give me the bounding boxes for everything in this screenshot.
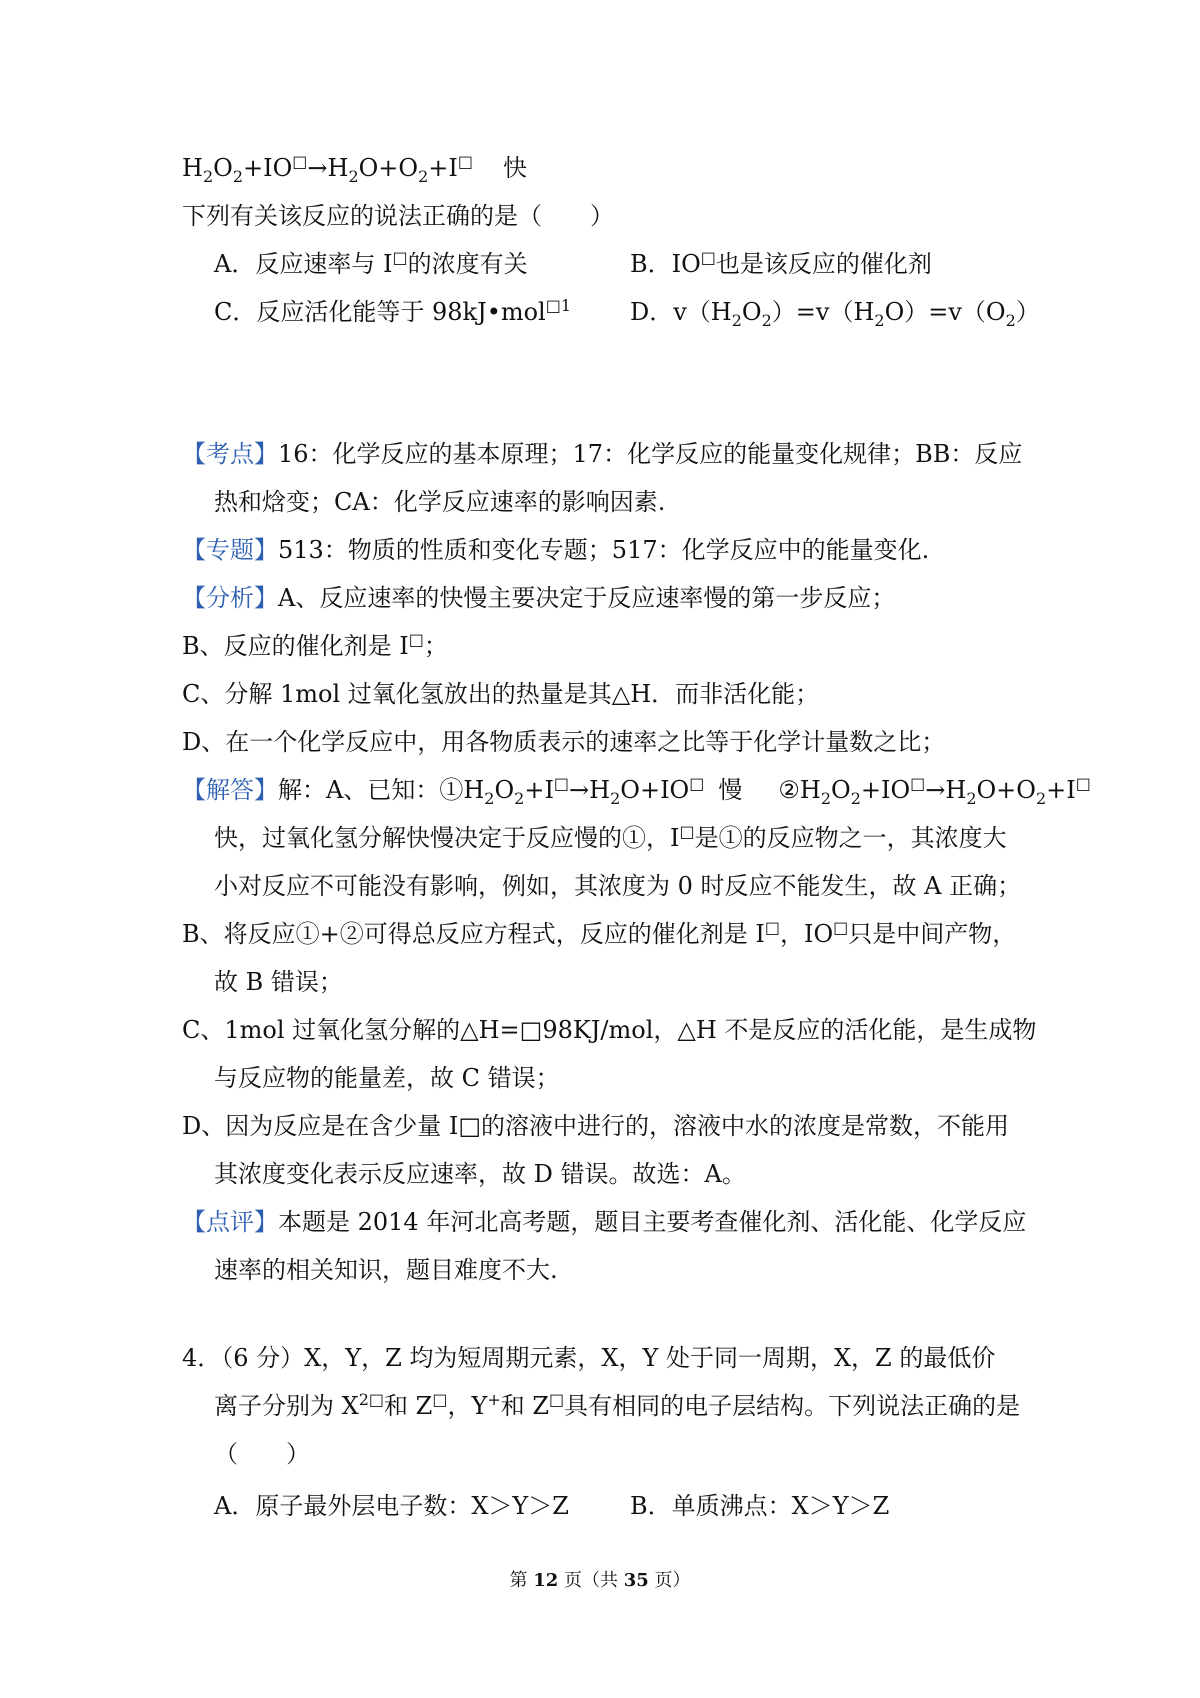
jieda-line-2: 快，过氧化氢分解快慢决定于反应慢的①，I□是①的反应物之一，其浓度大 xyxy=(214,822,1007,852)
fenxi-line-2: B、反应的催化剂是 I□； xyxy=(182,630,448,660)
jieda-line-7: 与反应物的能量差，故 C 错误； xyxy=(214,1064,560,1092)
jieda-line-1: 【解答】解：A、已知：$①H_2O_2+I^□\to H_2O+IO^□$ 慢 $②H_2O_2+IO^□\to H_2O+O_2+I^□$ xyxy=(182,774,1091,808)
zhuanti-tag: 【专题】 xyxy=(182,536,278,564)
question4-line-1: 4．（6 分）X，Y，Z 均为短周期元素，X，Y 处于同一周期，X，Z 的最低价 xyxy=(182,1344,996,1372)
dianping-tag: 【点评】 xyxy=(182,1208,278,1236)
jieda-tag: 【解答】 xyxy=(182,776,278,804)
question-prompt: 下列有关该反应的说法正确的是（ ） xyxy=(182,202,614,230)
option-b: B．IO□也是该反应的催化剂 xyxy=(630,248,932,278)
jieda-line-3: 小对反应不可能没有影响，例如，其浓度为 0 时反应不能发生，故 A 正确； xyxy=(214,872,1022,900)
fenxi-line-3: C、分解 1mol 过氧化氢放出的热量是其△H．而非活化能； xyxy=(182,680,820,708)
option-a: A．反应速率与 I□的浓度有关 xyxy=(214,248,528,278)
jieda-line-6: C、1mol 过氧化氢分解的△H=□98KJ/mol，△H 不是反应的活化能，是生成物 xyxy=(182,1016,1037,1044)
fenxi-tag: 【分析】 xyxy=(182,584,278,612)
fenxi-line-1: 【分析】A、反应速率的快慢主要决定于反应速率慢的第一步反应； xyxy=(182,584,896,612)
jieda-line-5: 故 B 错误； xyxy=(214,968,343,996)
question4-line-3: （ ） xyxy=(214,1440,310,1468)
equation-fast-step: $H_2O_2+IO^□\to H_2O+O_2+I^□$ 快 xyxy=(182,152,527,186)
option-c: C．反应活化能等于 98kJ•mol$^{□1}$ xyxy=(214,296,572,326)
page-number: 12 xyxy=(533,1570,559,1591)
question4-option-a: A．原子最外层电子数：X＞Y＞Z xyxy=(214,1492,569,1520)
kaodian-line-1: 【考点】16：化学反应的基本原理；17：化学反应的能量变化规律；BB：反应 xyxy=(182,440,1023,468)
question4-option-b: B．单质沸点：X＞Y＞Z xyxy=(630,1492,890,1520)
dianping-line-2: 速率的相关知识，题目难度不大. xyxy=(214,1256,558,1284)
fenxi-line-4: D、在一个化学反应中，用各物质表示的速率之比等于化学计量数之比； xyxy=(182,728,946,756)
fast-label: 快 xyxy=(503,154,527,182)
page-footer: 第 12 页（共 35 页） xyxy=(509,1570,691,1591)
page-total: 35 xyxy=(623,1570,649,1591)
jieda-line-4: B、将反应①+②可得总反应方程式，反应的催化剂是 I□，IO□只是中间产物， xyxy=(182,918,1017,948)
option-d: D．$v(H_2O_2)=v(H_2O)=v(O_2)$ xyxy=(630,298,1040,330)
kaodian-tag: 【考点】 xyxy=(182,440,278,468)
dianping-line-1: 【点评】本题是 2014 年河北高考题，题目主要考查催化剂、活化能、化学反应 xyxy=(182,1208,1027,1236)
zhuanti-line: 【专题】513：物质的性质和变化专题；517：化学反应中的能量变化. xyxy=(182,536,930,564)
question4-line-2: 离子分别为 $X^{2□}$和 Z□，Y+和 Z□具有相同的电子层结构。下列说法正确的是 xyxy=(214,1390,1021,1420)
jieda-line-9: 其浓度变化表示反应速率，故 D 错误。故选：A。 xyxy=(214,1160,746,1188)
kaodian-line-2: 热和焓变；CA：化学反应速率的影响因素. xyxy=(214,488,666,516)
jieda-line-8: D、因为反应是在含少量 I□的溶液中进行的，溶液中水的浓度是常数，不能用 xyxy=(182,1112,1010,1140)
